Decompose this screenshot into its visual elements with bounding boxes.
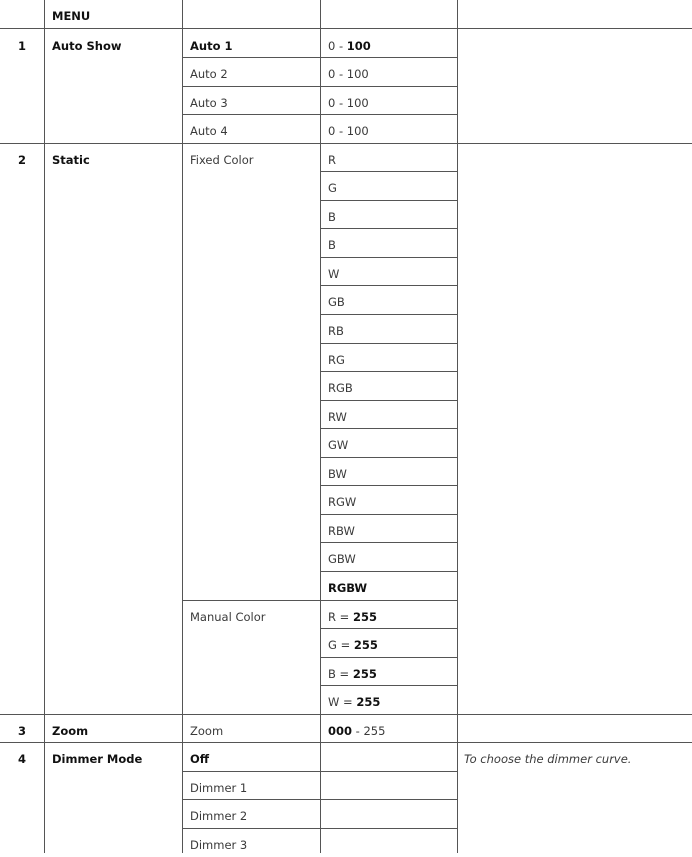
value-cell bbox=[320, 58, 457, 87]
value-text: RW bbox=[328, 409, 347, 424]
value-cell bbox=[320, 486, 457, 515]
row-divider bbox=[320, 628, 457, 629]
value-cell bbox=[320, 686, 457, 715]
table-row bbox=[0, 87, 692, 116]
value-text: B = bbox=[328, 666, 353, 681]
row-divider bbox=[182, 771, 457, 772]
function-name: Manual Color bbox=[190, 609, 266, 624]
row-divider bbox=[320, 428, 457, 429]
table-row bbox=[0, 715, 692, 744]
function-name: Zoom bbox=[190, 723, 224, 738]
value-bold: 255 bbox=[352, 666, 377, 681]
table-row bbox=[0, 172, 692, 201]
table-row bbox=[0, 401, 692, 430]
value-bold: RGBW bbox=[328, 580, 368, 595]
row-divider bbox=[457, 742, 692, 743]
row-divider bbox=[320, 485, 457, 486]
table-row bbox=[0, 315, 692, 344]
value-cell bbox=[320, 429, 457, 458]
row-divider bbox=[182, 57, 457, 58]
value-text: RB bbox=[328, 324, 344, 338]
row-divider bbox=[320, 685, 457, 686]
value-text: R bbox=[328, 152, 336, 167]
value-bold: 255 bbox=[353, 638, 378, 653]
function-name: Dimmer 1 bbox=[190, 780, 248, 795]
column-divider bbox=[320, 0, 321, 853]
row-divider bbox=[320, 314, 457, 315]
value-text: GW bbox=[328, 438, 349, 453]
function-name: Fixed Color bbox=[190, 152, 254, 167]
value-text: RGB bbox=[328, 381, 353, 396]
header-row bbox=[0, 0, 692, 29]
value-cell bbox=[320, 258, 457, 287]
value-text: RG bbox=[328, 352, 345, 367]
function-name: Auto 1 bbox=[190, 38, 233, 53]
row-number: 3 bbox=[18, 723, 27, 738]
table-row bbox=[0, 286, 692, 315]
table-row bbox=[0, 772, 692, 801]
row-divider bbox=[182, 600, 457, 601]
row-divider bbox=[0, 742, 457, 743]
column-divider bbox=[182, 0, 183, 853]
value-cell bbox=[320, 344, 457, 373]
menu-name: Static bbox=[52, 152, 90, 167]
row-divider bbox=[320, 400, 457, 401]
value-text: GB bbox=[328, 295, 345, 310]
value-text: 0 - 100 bbox=[328, 124, 369, 139]
table-row bbox=[0, 515, 692, 544]
row-divider bbox=[320, 657, 457, 658]
row-divider bbox=[320, 257, 457, 258]
table-row bbox=[0, 144, 692, 173]
row-divider bbox=[0, 143, 457, 144]
value-cell bbox=[320, 572, 457, 601]
column-divider bbox=[44, 0, 45, 853]
value-text-post: - 255 bbox=[352, 723, 386, 738]
row-number: 1 bbox=[18, 38, 27, 53]
row-divider bbox=[320, 457, 457, 458]
column-divider bbox=[457, 0, 458, 853]
menu-name: Zoom bbox=[52, 723, 89, 738]
row-divider bbox=[182, 114, 457, 115]
value-text: G = bbox=[328, 638, 354, 653]
function-name: Dimmer 3 bbox=[190, 837, 248, 852]
value-cell bbox=[320, 372, 457, 401]
value-cell bbox=[320, 201, 457, 230]
value-text: RBW bbox=[328, 523, 355, 538]
table-row bbox=[0, 344, 692, 373]
value-cell bbox=[320, 658, 457, 687]
value-cell bbox=[320, 87, 457, 116]
value-cell bbox=[320, 458, 457, 487]
value-text: RGW bbox=[328, 495, 357, 510]
table-row bbox=[0, 429, 692, 458]
function-name: Auto 3 bbox=[190, 95, 228, 110]
row-divider bbox=[0, 714, 457, 715]
value-text: R = bbox=[328, 609, 353, 624]
row-number: 4 bbox=[18, 752, 27, 767]
row-divider bbox=[320, 371, 457, 372]
value-cell bbox=[320, 543, 457, 572]
value-bold: 000 bbox=[328, 723, 353, 738]
value-cell bbox=[320, 286, 457, 315]
value-text: 0 - 100 bbox=[328, 95, 369, 110]
row-divider bbox=[320, 343, 457, 344]
value-text: W = bbox=[328, 695, 357, 710]
value-cell bbox=[320, 601, 457, 630]
row-divider bbox=[0, 28, 692, 29]
row-divider bbox=[320, 228, 457, 229]
row-divider bbox=[320, 571, 457, 572]
function-name: Auto 2 bbox=[190, 67, 228, 82]
table-row bbox=[0, 572, 692, 601]
value-cell bbox=[320, 715, 457, 744]
table-row bbox=[0, 486, 692, 515]
menu-name: Dimmer Mode bbox=[52, 752, 143, 767]
table-row bbox=[0, 800, 692, 829]
value-cell bbox=[320, 144, 457, 173]
function-name: Dimmer 2 bbox=[190, 809, 248, 824]
table-row bbox=[0, 58, 692, 87]
row-number: 2 bbox=[18, 152, 27, 167]
value-text: GBW bbox=[328, 552, 356, 567]
value-text: 0 - 100 bbox=[328, 67, 369, 82]
function-name: Auto 4 bbox=[190, 124, 228, 139]
value-text: B bbox=[328, 238, 336, 253]
table-row bbox=[0, 229, 692, 258]
value-bold: 100 bbox=[346, 38, 371, 53]
row-divider bbox=[320, 542, 457, 543]
table-row bbox=[0, 372, 692, 401]
value-cell bbox=[320, 115, 457, 144]
row-divider bbox=[457, 143, 692, 144]
value-text: G bbox=[328, 181, 337, 196]
table-row bbox=[0, 686, 692, 715]
value-cell bbox=[320, 629, 457, 658]
table-row bbox=[0, 743, 692, 772]
table-row bbox=[0, 258, 692, 287]
row-divider bbox=[182, 86, 457, 87]
menu-header: MENU bbox=[52, 9, 91, 23]
table-row bbox=[0, 543, 692, 572]
note-text: To choose the dimmer curve. bbox=[464, 752, 632, 767]
value-cell bbox=[320, 30, 457, 59]
table-row bbox=[0, 658, 692, 687]
value-cell bbox=[320, 229, 457, 258]
table-row bbox=[0, 115, 692, 144]
value-cell bbox=[320, 172, 457, 201]
row-divider bbox=[320, 514, 457, 515]
table-row bbox=[0, 30, 692, 59]
row-divider bbox=[320, 171, 457, 172]
menu-name: Auto Show bbox=[52, 38, 122, 53]
value-text: W bbox=[328, 266, 340, 281]
value-cell bbox=[320, 315, 457, 344]
value-bold: 255 bbox=[356, 695, 381, 710]
row-divider bbox=[182, 799, 457, 800]
value-text: 0 - bbox=[328, 38, 347, 53]
value-bold: 255 bbox=[352, 609, 377, 624]
row-divider bbox=[182, 828, 457, 829]
row-divider bbox=[320, 285, 457, 286]
table-row bbox=[0, 201, 692, 230]
value-text: BW bbox=[328, 466, 347, 481]
row-divider bbox=[320, 200, 457, 201]
row-divider bbox=[457, 714, 692, 715]
value-text: B bbox=[328, 209, 336, 224]
value-cell bbox=[320, 401, 457, 430]
table-row bbox=[0, 601, 692, 630]
table-row bbox=[0, 629, 692, 658]
value-cell bbox=[320, 515, 457, 544]
table-row bbox=[0, 458, 692, 487]
function-name: Off bbox=[190, 752, 210, 767]
